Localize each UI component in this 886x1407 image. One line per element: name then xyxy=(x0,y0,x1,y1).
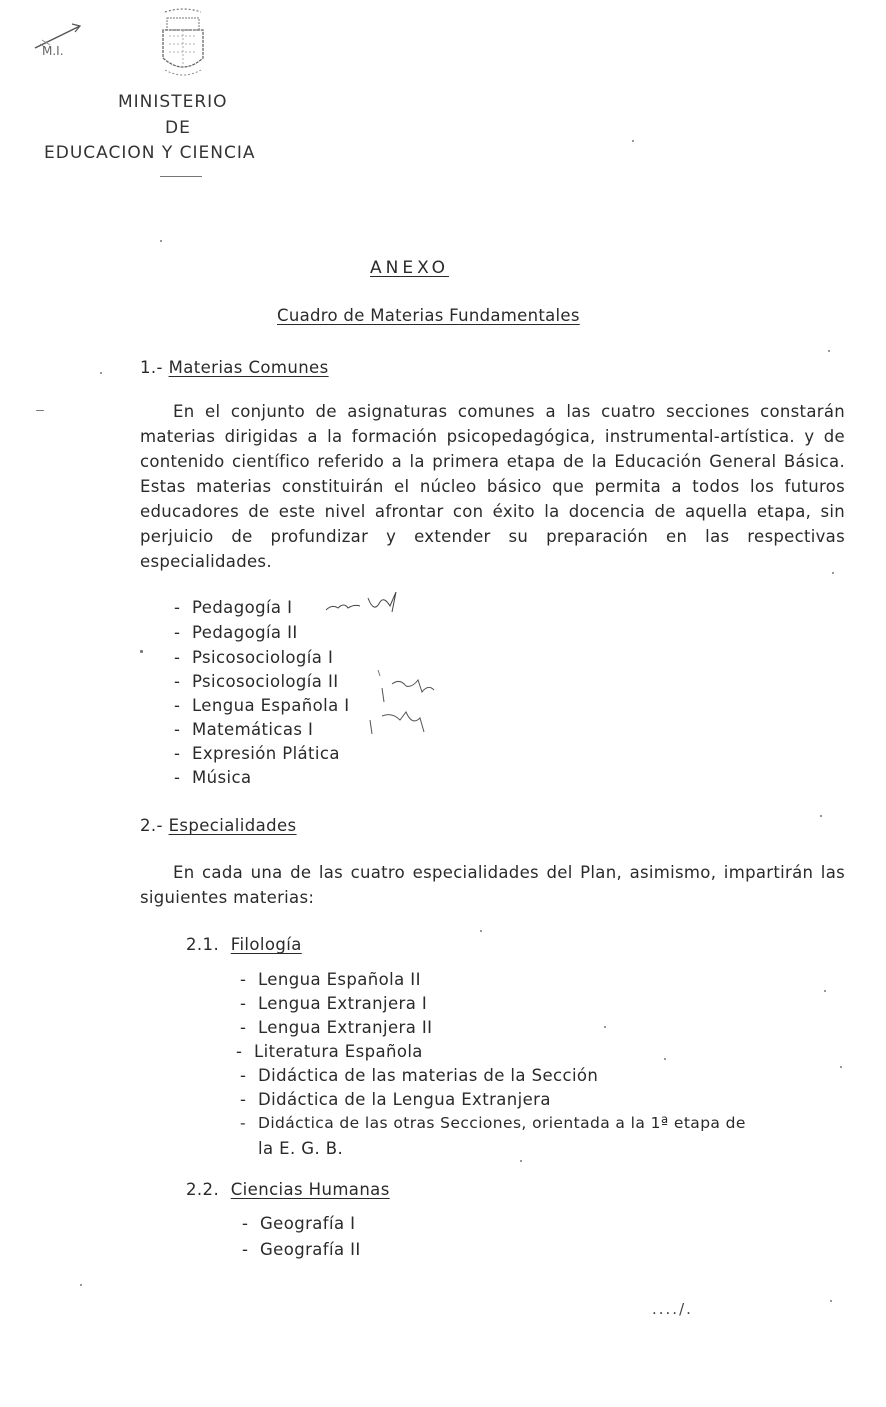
scan-speck xyxy=(632,140,634,142)
scan-speck xyxy=(520,1160,522,1162)
subsection-2-1-title: Filología xyxy=(230,935,302,954)
ministry-line-1: MINISTERIO xyxy=(118,92,228,112)
subsection-2-1-heading xyxy=(186,935,302,954)
section-1-title: Materias Comunes xyxy=(168,358,329,377)
handwritten-annotation xyxy=(320,592,440,742)
section-2-paragraph-text: En cada una de las cuatro especialidades del Plan, asimismo, impartirán las siguientes materias: xyxy=(140,863,845,907)
list-item: - Psicosociología II xyxy=(174,672,339,691)
scan-speck xyxy=(160,240,162,242)
scan-speck xyxy=(664,1058,666,1060)
scan-speck xyxy=(480,930,482,932)
subsection-2-2-title: Ciencias Humanas xyxy=(230,1180,390,1199)
list-item: - Geografía I xyxy=(242,1214,356,1233)
annex-title: ANEXO xyxy=(370,258,450,278)
list-item: - Psicosociología I xyxy=(174,648,334,667)
list-item: - Literatura Española xyxy=(236,1042,423,1061)
stamp-text: M.I. xyxy=(42,44,64,58)
section-1-heading xyxy=(140,358,329,377)
scan-speck xyxy=(824,990,826,992)
stamp-mark xyxy=(30,18,85,63)
ministry-line-3: EDUCACION Y CIENCIA xyxy=(44,143,256,163)
list-item: - Lengua Extranjera II xyxy=(240,1018,433,1037)
section-2-title: Especialidades xyxy=(168,816,297,835)
ministry-seal xyxy=(155,8,211,80)
list-item: - Didáctica de la Lengua Extranjera xyxy=(240,1090,551,1109)
document-subtitle: Cuadro de Materias Fundamentales xyxy=(277,306,580,325)
scan-speck xyxy=(832,572,834,574)
list-item: - Matemáticas I xyxy=(174,720,314,739)
continuation-mark: ..../. xyxy=(652,1300,693,1318)
scan-speck xyxy=(140,650,143,653)
subsection-2-2-number: 2.2. xyxy=(186,1180,220,1199)
list-item-continuation: la E. G. B. xyxy=(258,1139,344,1158)
list-item: - Lengua Española I xyxy=(174,696,350,715)
ministry-line-2: DE xyxy=(165,118,191,138)
scan-speck xyxy=(828,350,830,352)
scan-speck xyxy=(604,1026,606,1028)
section-1-paragraph-text: En el conjunto de asignaturas comunes a las cuatro secciones constarán materias dirigidas a la formación psicopedagógica, instrumental-artística. y de contenido científico referido a la primera etapa de la Educación General Básica. Estas materias constituirán el núcleo básico que permita a todos los futuros educadores de este nivel afrontar con éxito la docencia de aquella etapa, sin perjuicio de profundizar y extender su preparación en las respectivas especialidades. xyxy=(140,402,845,571)
scan-speck xyxy=(840,1066,842,1068)
scan-speck xyxy=(80,1284,82,1286)
section-2-paragraph xyxy=(140,860,845,910)
header-rule xyxy=(160,176,202,177)
list-item: - Lengua Extranjera I xyxy=(240,994,428,1013)
section-2-heading xyxy=(140,816,297,835)
list-item: - Lengua Española II xyxy=(240,970,421,989)
list-item: - Música xyxy=(174,768,252,787)
coat-of-arms-icon xyxy=(155,8,211,80)
scan-speck xyxy=(100,372,102,374)
section-1-number: 1.- xyxy=(140,358,163,377)
list-item: - Expresión Plática xyxy=(174,744,340,763)
subsection-2-1-number: 2.1. xyxy=(186,935,220,954)
list-item: - Didáctica de las otras Secciones, orientada a la 1ª etapa de xyxy=(240,1114,746,1132)
scan-speck xyxy=(820,815,822,817)
section-1-paragraph xyxy=(140,399,845,574)
scan-speck xyxy=(830,1300,832,1302)
list-item: - Pedagogía II xyxy=(174,623,298,642)
section-2-number: 2.- xyxy=(140,816,163,835)
scan-speck xyxy=(36,410,44,411)
list-item: - Geografía II xyxy=(242,1240,361,1259)
subsection-2-2-heading xyxy=(186,1180,390,1199)
list-item: - Didáctica de las materias de la Sección xyxy=(240,1066,599,1085)
list-item: - Pedagogía I xyxy=(174,598,293,617)
